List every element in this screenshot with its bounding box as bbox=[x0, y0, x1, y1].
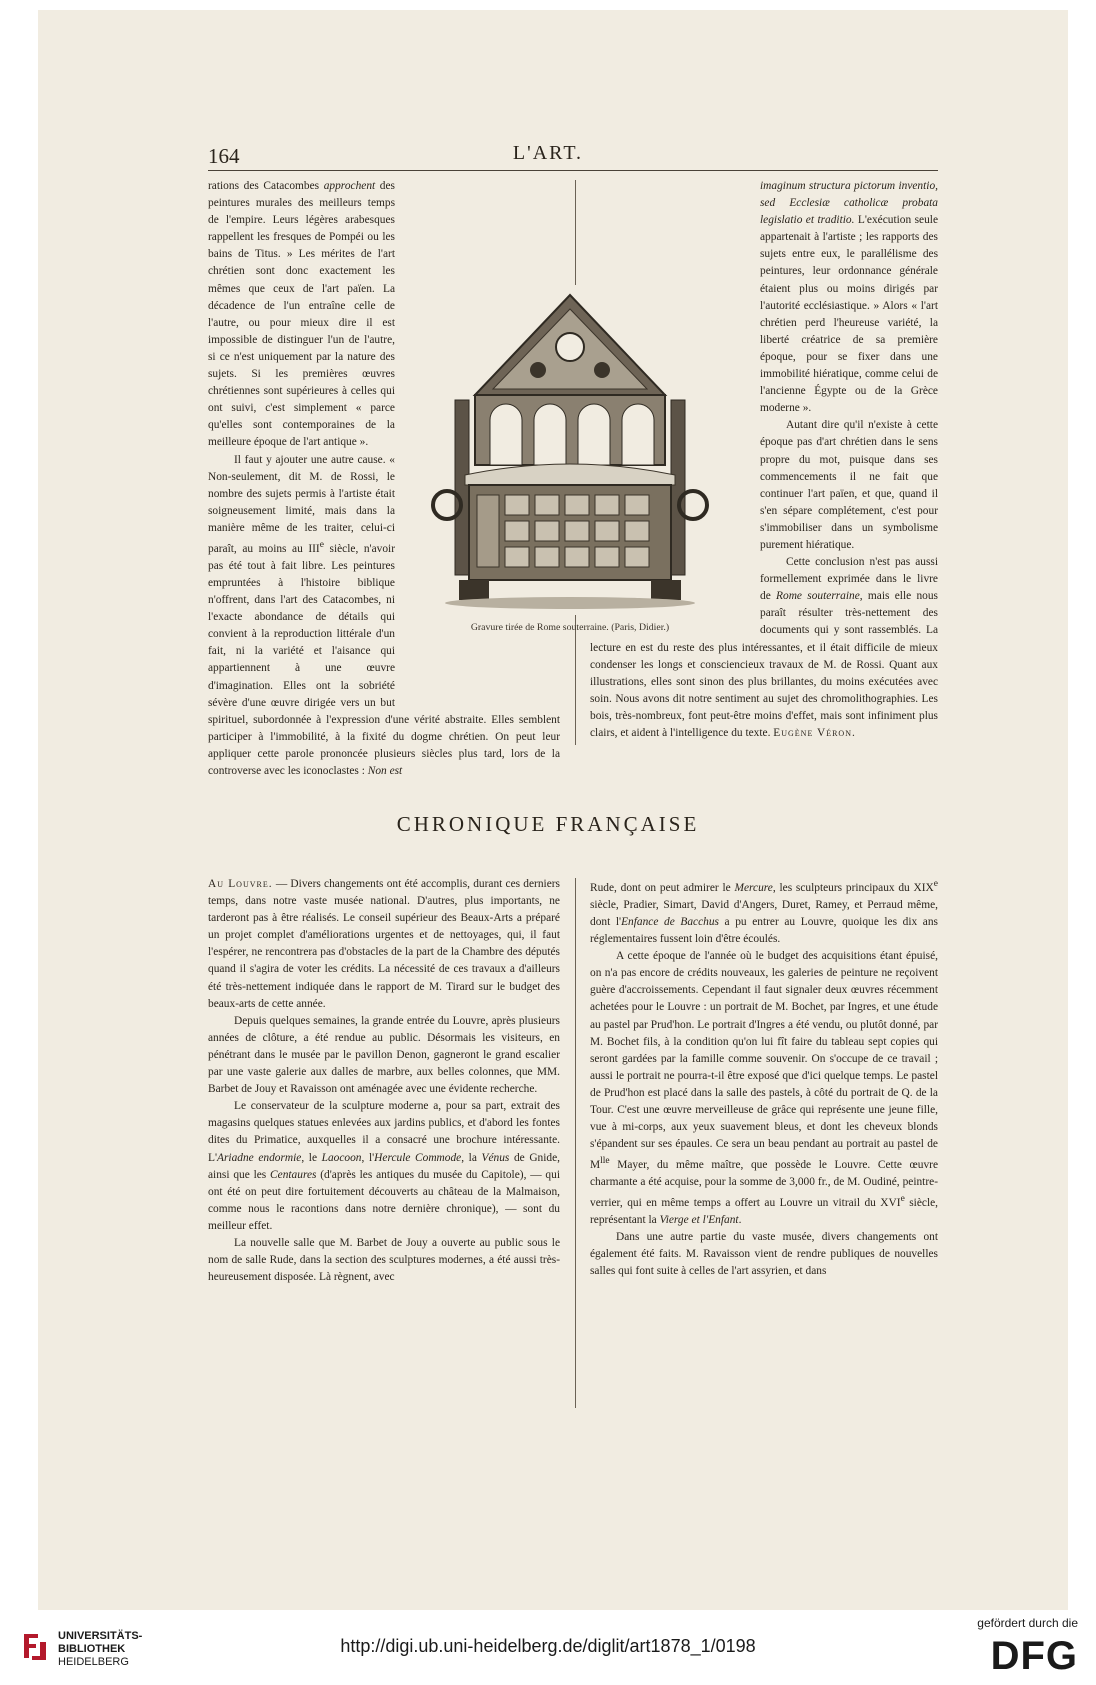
figure-caption: Gravure tirée de Rome souterraine. (Paris, Didier.) bbox=[470, 622, 670, 633]
chronique-right-text bbox=[590, 876, 938, 1281]
university-library-name[interactable]: UNIVERSITÄTS- BIBLIOTHEK HEIDELBERG bbox=[58, 1630, 143, 1668]
paragraph: Autant dire qu'il n'existe à cette époque pas d'art chrétien dans le sens propre du mot, puisque dans ses commencements il ne fait que continuer l'art païen, et que, quand il s'en sépare complétement, c'est pour s'immobiliser dans un symbolisme purement hiératique. bbox=[760, 419, 938, 551]
chronique-right-column bbox=[590, 876, 938, 1406]
funding-note: gefördert durch die bbox=[977, 1616, 1078, 1630]
paragraph: La nouvelle salle que M. Barbet de Jouy a ouverte au public sous le nom de salle Rude, dans la section des sculptures modernes, a été aussi très-heureusement disposée. Là règnent, avec bbox=[208, 1236, 560, 1284]
paragraph: A cette époque de l'année où le budget des acquisitions étant épuisé, on n'a pas encore de crédits nouveaux, les galeries de peinture ne reçoivent guère d'accroissements. Cependant il faut signaler deux œuvres récemment achetées pour le Louvre : un portrait de M. Bochet, par Ingres, et une étude au pastel par Prud'hon. Le portrait d'Ingres a été vendu, ou plutôt donné, par M. Bochet fils, à la condition qu'on lui fît faire du tableau sept copies qui seront gardées par la famille comme souvenir. On s'occupe de ce travail ; aussi le portrait ne pourra-t-il être exposé que d'ici quelque temps. Le pastel de Prud'hon est placé dans la salle des pastels, à côté du portrait de Q. de la Tour. C'est une œuvre merveilleuse de grâce qui représente une jeune fille, vue à mi-corps, aux yeux suavement bleus, et dont les cheveux blonds s'épandent sur ses épaules. Ce sera un beau pendant au portrait au pastel de $M^{lle}$ Mayer, du même maître, que possède le Louvre. Cette œuvre charmante a été acquise, pour la somme de 3,000 fr., de M. Oudiné, peintre-verrier, qui en même temps a offert au Louvre un vitrail du XVIe siècle, représentant la Vierge et l'Enfant. bbox=[590, 950, 939, 1227]
chronique-left-text bbox=[208, 876, 560, 1286]
paragraph: Rude, dont on peut admirer le Mercure, les sculpteurs principaux du XIXe siècle, Pradier, Simart, David d'Angers, Duret, Ramey, et Perraud même, dont l'Enfance de Bacchus a pu entrer au Louvre, quoique les dix ans réglementaires fussent loin d'être écoulés. bbox=[590, 879, 938, 946]
paragraph: Depuis quelques semaines, la grande entrée du Louvre, après plusieurs années de clôture, a été rendue au public. Désormais les visiteurs, en pénétrant dans le musée par le pavillon Denon, gagneront le grand escalier par une vaste galerie aux dalles de marbre, aux belles colonnes, que MM. Barbet de Jouy et Ravaisson ont aménagée avec une évidente recherche. bbox=[208, 1014, 560, 1096]
chronique-left-column bbox=[208, 876, 560, 1406]
paragraph: Le conservateur de la sculpture moderne a, pour sa part, extrait des magasins quelques statues enlevées aux jardins publics, et d'abord les fontes dites du Primatice, auxquelles il a consacré une brochure intéressante. L'Ariadne endormie, le Laocoon, l'Hercule Commode, la Vénus de Gnide, ainsi que les Centaures (d'après les antiques du musée du Capitole), — qui ont été on peut dire fortuitement découverts au château de la Malmaison, comme nous le racontions dans notre dernière chronique), — sont du meilleur effet. bbox=[208, 1100, 560, 1232]
paragraph: imaginum structura pictorum inventio, sed Ecclesiæ catholicæ probata legislatio et traditio. L'exécution seule appartenait à l'artiste ; les rapports des sujets entre eux, le parallélisme des peintures, leur ordonnance générale étaient plus ou moins dirigés par l'autorité ecclésiastique. » Alors « l'art chrétien perd l'heureuse variété, la liberté créatrice de sa première époque, pour se fixer dans une immobilité hiératique, comme celui de l'ancienne Égypte ou de la Grèce moderne ». bbox=[760, 180, 939, 415]
paragraph: Il faut y ajouter une autre cause. « Non-seulement, dit M. de Rossi, le nombre des sujets permis à l'artiste était soigneusement limité, mais dans la manière même de les traiter, celui-ci paraît, au moins au IIIe siècle, n'avoir pas été tout à fait libre. Les peintures empruntées à l'histoire biblique n'offrent, dans l'art des Catacombes, ni l'exacte abondance de détails qui convient à la reproduction littérale d'un fait, ni la variété et l'aisance qui appartiennent à une œuvre d'imagination. Elles ont la sobriété sévère d'une œuvre dirigée vers un but spirituel, subordonnée à l'expression d'une vérité abstraite. Elles semblent participer à l'immobilité, à la fixité du dogme chrétien. On peut leur appliquer cette parole prononcée plusieurs siècles plus tard, lors de la controverse avec les iconoclastes : Non est bbox=[208, 453, 560, 777]
paragraph: rations des Catacombes approchent des peintures murales des meilleurs temps de l'empire. Leurs légères arabesques rappellent les fresques de Pompéi ou les bains de Titus. » Les mérites de l'art chrétien sont donc exactement les mêmes que ceux de l'art païen. La décadence de l'un entraîne celle de l'autre, ou pour mieux dire il est impossible de distinguer l'un de l'autre, si ce n'est uniquement par la nature des sujets. Si les premières œuvres chrétiennes sont supérieures à celles qui ont suivi, c'est simplement « parce qu'elles sont contemporaines de la meilleure époque de l'art antique ». bbox=[208, 180, 395, 449]
section-title: CHRONIQUE FRANÇAISE bbox=[396, 812, 700, 836]
paragraph: Dans une autre partie du vaste musée, divers changements ont également été faits. M. Ravaisson vient de rendre publiques de nouvelles salles qui font suite à celles de l'art assyrien, et dans bbox=[590, 1231, 938, 1278]
page-number: 164 bbox=[208, 144, 240, 168]
paragraph: Cette conclusion n'est pas aussi formellement exprimée dans le livre de Rome souterraine, mais elle nous paraît résulter très-nettement des documents qui y sont rassemblés. La lecture en est du reste des plus intéressantes, et il était difficile de mieux condenser les longs et consciencieux travaux de M. de Rossi. Quant aux illustrations, elles sont sinon des plus brillantes, du moins exécutées avec soin. Nous avons dit notre sentiment au sujet des chromolithographies. Les bois, très-nombreux, font peut-être moins d'effet, mais sont infiniment plus clairs, et aident à l'intelligence du texte. Eugène Véron. bbox=[590, 556, 938, 739]
header-rule bbox=[208, 170, 938, 171]
dfg-logo[interactable]: DFG bbox=[990, 1634, 1078, 1678]
paragraph: Au Louvre. — Divers changements ont été accomplis, durant ces derniers temps, dans notre vaste musée national. D'autres, plus importants, ne tarderont pas à être réalisés. Le conseil supérieur des Beaux-Arts a préparé un projet complet d'améliorations urgentes et de nettoyages, qui, il faut l'espérer, ne rencontrera pas d'obstacles de la part de la Chambre des députés quand il s'agira de voter les crédits. La nécessité de ces travaux a d'ailleurs été très-nettement indiquée dans le rapport de M. Tirard sur le budget des beaux-arts de cette année. bbox=[208, 878, 560, 1010]
permalink-url[interactable]: http://digi.ub.uni-heidelberg.de/diglit/art1878_1/0198 bbox=[340, 1636, 756, 1656]
reliquary-engraving bbox=[435, 285, 705, 615]
running-title: L'ART. bbox=[512, 142, 584, 164]
column-divider-2 bbox=[575, 878, 576, 1408]
